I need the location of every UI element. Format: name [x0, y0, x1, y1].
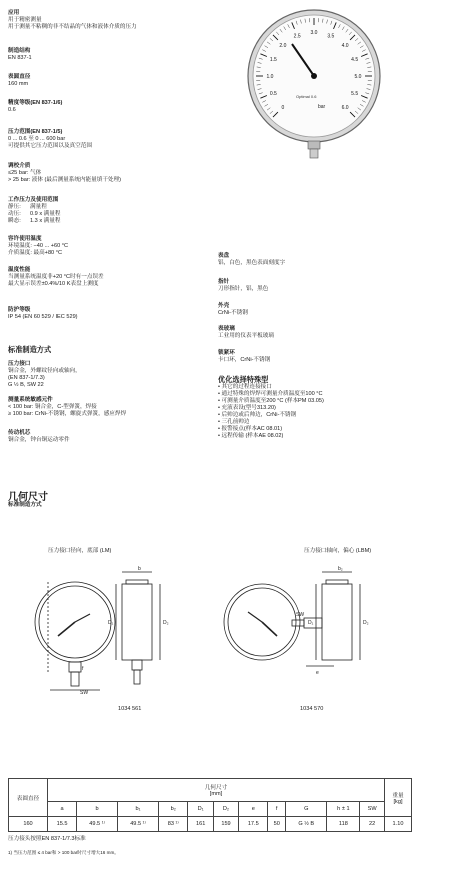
svg-text:D₂: D₂: [163, 620, 169, 626]
table-cell: 83 ¹⁾: [159, 817, 188, 832]
spec-working-title: 工作压力及使用范围: [8, 197, 59, 203]
table-row: [9, 817, 412, 832]
option-item: • 远程传输 (样本AE 08.02): [218, 433, 324, 440]
spec-use: [8, 10, 137, 31]
gauge-scale-label: 5.0: [354, 74, 362, 80]
table-cell: 22: [360, 817, 385, 832]
spec-range-line: 可提供其它压力范围以及真空范围: [8, 143, 92, 149]
spec-case: [218, 303, 248, 317]
spec-design: [8, 48, 32, 62]
spec-window: [218, 326, 274, 340]
spec-ring: [218, 350, 270, 364]
spec-case-title: 外壳: [218, 303, 230, 309]
gauge-scale-label: 4.0: [341, 42, 349, 49]
spec-temp-effect: [8, 267, 104, 288]
spec-use-line: 用于测量不粘稠的非不结晶的气体和液体介质的压力: [8, 24, 137, 30]
spec-temp-effect-title: 温度性能: [8, 267, 31, 273]
spec-dial-title: 表盘: [218, 253, 230, 259]
spec-pointer-line: 刀形指针，铝，黑色: [218, 286, 269, 292]
left-drawing-caption: 压力接口径向，底部 (LM): [48, 548, 112, 554]
dimensions-title: 几何尺寸: [8, 492, 48, 503]
spec-use-title: 应用: [8, 10, 20, 16]
std-connection-line: (EN 837-1/7.3): [8, 375, 45, 381]
spec-dial-line: 铝，白色，黑色表面刻度字: [218, 260, 286, 266]
spec-accuracy-line: 0.6: [8, 107, 16, 113]
left-drawing-code: 1034 561: [118, 706, 142, 712]
svg-text:D₁: D₁: [308, 620, 314, 626]
gauge-scale-label: 5.5: [351, 90, 359, 97]
table-cell: 15.5: [48, 817, 77, 832]
spec-protection-title: 防护等级: [8, 307, 31, 313]
table-note-connection: 压力接头按照EN 837-1/7.3标准: [8, 836, 86, 842]
gauge-unit: bar: [318, 104, 326, 110]
column-header: b₁: [118, 802, 159, 817]
spec-range-line: 0 ... 0.6 至 0 ... 600 bar: [8, 136, 66, 142]
dimensions-table: [8, 778, 412, 832]
option-item: • 可测量介质温度至200 °C (样本PM 03.05): [218, 398, 324, 405]
std-element-title: 测量系统敏感元件: [8, 397, 53, 403]
svg-text:D₂: D₂: [363, 620, 369, 626]
table-footnote: 1) 当压力范围 ≤ 4 bar和 > 100 bar时尺寸增大16 mm。: [8, 850, 119, 855]
gauge-scale-label: 4.5: [351, 57, 359, 64]
options-heading: 优化选择特殊型: [218, 375, 269, 384]
table-cell: G ½ B: [286, 817, 327, 832]
spec-working: [8, 197, 60, 225]
table-header-dims-unit: [mm]: [209, 791, 223, 797]
option-item: • 后帅边或后帅边，CrNi-不锈钢: [218, 412, 324, 419]
gauge-pointer-hub: [311, 73, 317, 79]
column-header: D₁: [188, 802, 213, 817]
std-element: [8, 397, 126, 418]
column-header: D₂: [213, 802, 238, 817]
gauge-scale-label: 1.0: [266, 74, 274, 80]
gauge-scale-label: 6.0: [341, 105, 349, 112]
row-value: 满量程: [30, 204, 47, 210]
row-key: 瞬态:: [8, 218, 21, 224]
spec-size-line: 160 mm: [8, 81, 29, 87]
spec-size: [8, 74, 30, 88]
spec-ring-title: 锁紧环: [218, 350, 235, 356]
row-key: 动压:: [8, 211, 21, 217]
std-connection: [8, 361, 81, 389]
table-cell-weight: 1.10: [385, 817, 412, 832]
spec-protection-line: IP 54 (EN 60 529 / IEC 529): [8, 314, 78, 320]
option-item: • 其它的过程连接接口: [218, 384, 324, 391]
spec-medium-title: 调校介质: [8, 163, 31, 169]
table-header-weight: [385, 779, 412, 817]
table-cell-size: 160: [9, 817, 48, 832]
std-movement: [8, 430, 70, 444]
spec-design-title: 制造结构: [8, 48, 31, 54]
gauge-thread: [310, 149, 318, 158]
row-value: 0.9 x 满量程: [30, 211, 61, 217]
spec-options: [218, 375, 324, 440]
spec-case-line: CrNi-不锈钢: [218, 310, 248, 316]
spec-window-title: 表玻璃: [218, 326, 235, 332]
table-header-size: 表圆直径: [9, 779, 48, 817]
svg-text:SW: SW: [80, 690, 89, 696]
spec-temperature-line: 环境温度: −40 ... +60 °C: [8, 243, 69, 249]
column-header: b₂: [159, 802, 188, 817]
spec-temperature-line: 介质温度: 最高+80 °C: [8, 250, 62, 256]
spec-design-line: EN 837-1: [8, 55, 32, 61]
gauge-scale-label: 3.0: [310, 30, 318, 36]
spec-accuracy-title: 精度等级(EN 837-1/6): [8, 100, 63, 106]
spec-dial: [218, 253, 285, 267]
option-item: • 充液表设(型号313.20): [218, 405, 324, 412]
right-drawing-code: 1034 570: [300, 706, 324, 712]
svg-text:f: f: [82, 666, 84, 672]
spec-range: [8, 129, 92, 150]
column-header: G: [286, 802, 327, 817]
gauge-scale-label: 2.5: [293, 33, 301, 40]
table-header-weight-title: 重量: [392, 792, 404, 799]
svg-text:b: b: [138, 566, 141, 572]
table-cell: 118: [327, 817, 360, 832]
spec-temp-effect-line: 当测量系统温度非+20 °C时有一点误差: [8, 274, 104, 280]
svg-text:e: e: [316, 670, 319, 676]
std-movement-title: 传动机芯: [8, 430, 31, 436]
spec-pointer: [218, 279, 268, 293]
gauge-scale-label: 0: [281, 105, 285, 112]
option-item: • 三孔前帅边: [218, 419, 324, 426]
spec-use-line: 用于精密测量: [8, 17, 42, 23]
spec-temp-effect-line: 最大显示误差±0.4%/10 K表盘上测度: [8, 281, 99, 287]
table-cell: 159: [213, 817, 238, 832]
dimensions-subtitle: 标准制造方式: [8, 502, 42, 508]
spec-medium-line: ≤25 bar: 气体: [8, 170, 42, 176]
table-header-dims: [48, 779, 385, 802]
spec-protection: [8, 307, 78, 321]
std-connection-line: 铜合金，外螺纹径向或轴向，: [8, 368, 81, 374]
table-cell: 49.5 ¹⁾: [77, 817, 118, 832]
table-header-dims-title: 几何尺寸: [204, 785, 228, 791]
spec-medium-line: > 25 bar: 液体 (最后测量系统内能量填干处理): [8, 177, 121, 183]
spec-medium: [8, 163, 121, 184]
gauge-scale-label: 3.5: [327, 33, 335, 40]
option-item: • 报警接点(样本AC 08.01): [218, 426, 324, 433]
standard-heading: 标准制造方式: [8, 345, 52, 354]
row-key: 静压:: [8, 204, 21, 210]
table-cell: 49.5 ¹⁾: [118, 817, 159, 832]
svg-text:b₂: b₂: [338, 566, 343, 572]
drawing-axial-connection: [222, 562, 422, 702]
table-header-weight-unit: [kg]: [393, 798, 403, 805]
table-cell: 17.5: [239, 817, 268, 832]
right-drawing-caption: 压力接口轴向，偏心 (LBM): [304, 548, 372, 554]
std-element-line: ≥ 100 bar: CrNi-不锈钢，螺旋式弹簧，感应焊焊: [8, 411, 127, 417]
spec-accuracy: [8, 100, 62, 114]
std-movement-line: 铜合金，钟台铜运动零件: [8, 437, 70, 443]
std-connection-line: G ½ B, SW 22: [8, 382, 44, 388]
spec-window-line: 工业用的仪表平板玻璃: [218, 333, 274, 339]
spec-pointer-title: 指针: [218, 279, 230, 285]
std-element-line: < 100 bar: 铜合金，C-型弹簧，焊接: [8, 404, 97, 410]
drawing-radial-connection: [20, 562, 180, 702]
option-item: • 通过特殊的焊焊可测量介质温度至100 °C: [218, 391, 324, 398]
column-header: SW: [360, 802, 385, 817]
std-connection-title: 压力接口: [8, 361, 31, 367]
gauge-scale-label: 2.0: [279, 42, 287, 49]
column-header: f: [268, 802, 286, 817]
gauge-scale-label: 1.5: [269, 57, 277, 64]
spec-ring-line: 卡口环，CrNi-不锈钢: [218, 357, 271, 363]
table-cell: 161: [188, 817, 213, 832]
row-value: 1.3 x 满量程: [30, 218, 61, 224]
spec-working-row: [8, 204, 60, 211]
table-column-headers: [9, 802, 412, 817]
spec-working-row: [8, 211, 60, 218]
spec-range-title: 压力范围(EN 837-1/5): [8, 129, 63, 135]
svg-text:SW: SW: [296, 612, 305, 618]
gauge-socket: [308, 141, 320, 149]
column-header: h ± 1: [327, 802, 360, 817]
spec-working-row: [8, 218, 60, 225]
spec-temperature: [8, 236, 68, 257]
spec-size-title: 表圆直径: [8, 74, 31, 80]
pressure-gauge-illustration: [236, 8, 396, 160]
svg-text:D₁: D₁: [108, 620, 114, 626]
spec-temperature-title: 容许使用温度: [8, 236, 42, 242]
table-cell: 50: [268, 817, 286, 832]
gauge-scale-label: 0.5: [269, 90, 277, 97]
column-header: b: [77, 802, 118, 817]
column-header: e: [239, 802, 268, 817]
column-header: a: [48, 802, 77, 817]
gauge-class-text: Optimal 0.6: [296, 94, 317, 99]
